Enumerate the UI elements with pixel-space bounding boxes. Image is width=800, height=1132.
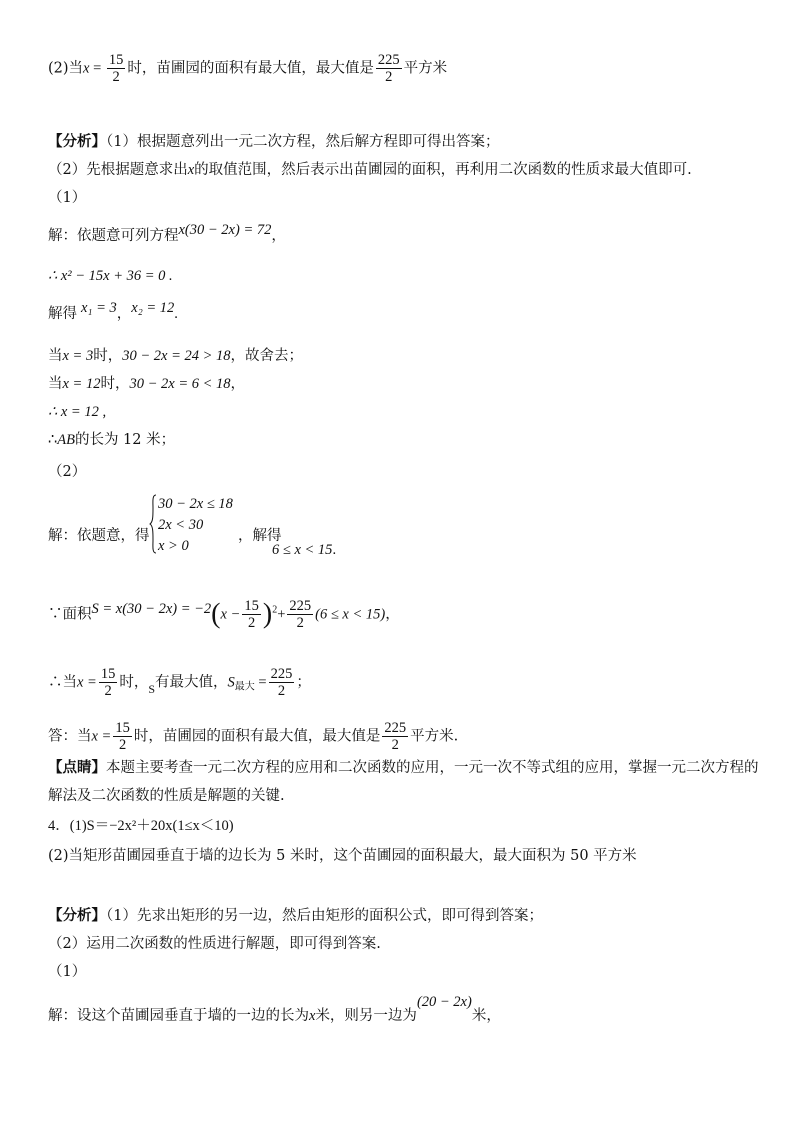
area-formula-line [48,598,400,631]
var-x: x [83,60,90,77]
analysis-tag: 【分析】 [48,907,106,924]
equation: x = 12 [62,376,101,392]
text: 解：依题意可列方程 [48,228,179,244]
text: ∴ [48,432,58,448]
text: ， [230,376,246,392]
text: （1）先求出矩形的另一边，然后由矩形的面积公式，即可得到答案； [106,908,543,924]
var-s: S [148,681,156,696]
fraction [99,666,118,699]
quadratic-line [48,266,173,286]
fraction [382,720,408,753]
text: 的取值范围，然后表示出苗圃园的面积，再利用二次函数的性质求最大值即可. [194,162,692,178]
text: 时，苗圃园的面积有最大值，最大值是 [127,60,374,77]
numerator: 225 [270,666,293,682]
solution-equation-line [48,222,286,246]
q4-line-1 [48,816,234,836]
case-1-line [48,346,303,366]
text: + [277,606,286,623]
text: 平方米. [410,728,459,745]
denominator: 2 [104,683,112,699]
text: 答：当 [48,728,92,745]
text: 解得 [48,306,77,322]
equation: ∴ x = 12 , [48,404,107,420]
numerator: 15 [115,720,130,736]
root-1: x₁ = 3 [81,300,117,316]
text: 解：设这个苗圃园垂直于墙的一边的长为 [48,1008,309,1024]
answer-line-2 [48,52,447,85]
denominator: 2 [385,69,393,85]
text: = [254,674,267,691]
text: ； [296,674,311,691]
expression: (20 − 2x) [416,994,472,1010]
part-2-label [48,462,86,482]
denominator: 2 [277,683,286,699]
denominator: 2 [391,737,399,753]
fraction [287,598,313,631]
conclusion-x-line [48,402,106,422]
inequality: 30 − 2x = 24 > 18 [122,348,231,364]
text: 时， [93,348,123,364]
text: ，故舍去； [230,348,304,364]
text: 时，苗圃园的面积有最大值，最大值是 [133,728,381,745]
inequality: 30 − 2x ≤ 18 [158,496,233,512]
segment-ab: AB [57,432,75,448]
part-1-label [48,188,86,208]
text: （1） [48,190,87,206]
denominator: 2 [247,615,256,631]
text: ，解得 [238,528,282,544]
comment-tag: 【点睛】 [48,759,106,776]
text: （1） [48,964,87,980]
conclusion-ab-line [48,430,175,450]
numerator: 15 [244,598,259,614]
text: (2)当矩形苗圃园垂直于墙的边长为 5 米时，这个苗圃园的面积最大，最大面积为 50 平方米 [48,848,637,864]
equation: x = [77,674,97,691]
system-row-1 [158,494,233,514]
text: 解：依题意，得 [48,528,150,544]
exponent: 2 [272,604,278,616]
root-2: x₂ = 12 [131,300,175,316]
fraction [376,52,402,85]
text: （1）根据题意列出一元二次方程，然后解方程即可得出答案； [106,134,500,150]
var-x: x [187,162,195,178]
text: = [89,60,105,77]
comment-line-2 [48,786,285,806]
fraction [269,666,295,699]
text: 平方米 [403,60,448,77]
q4-line-2 [48,846,637,866]
inequality: 30 − 2x = 6 < 18 [129,376,231,392]
part-1b-label [48,962,86,982]
max-line [48,666,311,699]
fraction [107,52,126,85]
var-s-max: S [227,674,235,691]
text: （2）运用二次函数的性质进行解题，即可得到答案. [48,936,381,952]
text: 当 [48,348,63,364]
text: 米，则另一边为 [315,1008,417,1024]
text: 当 [48,376,63,392]
text: ， [271,228,286,244]
roots-line [48,300,178,324]
denominator: 2 [118,737,127,753]
comment-line-1 [48,758,759,778]
inequality: 2x < 30 [158,517,204,533]
text: ∵面积 [48,606,92,623]
system-row-3 [158,536,189,556]
analysis-line-2 [48,160,692,180]
text: 时， [100,376,130,392]
text: 时， [119,674,149,691]
numerator: 225 [377,52,400,68]
system-line [48,526,150,546]
numerator: 225 [384,720,407,736]
text: 米， [471,1008,501,1024]
text: 的长为 12 米； [74,432,176,448]
text: 本题主要考查一元二次方程的应用和二次函数的应用，一元一次不等式组的应用，掌握一元二次方程的 [106,760,759,776]
text: ， [116,306,132,322]
inequality: 6 ≤ x < 15 [272,542,333,558]
denominator: 2 [112,69,120,85]
text: （2）先根据题意求出 [48,162,188,178]
text: . [332,542,337,558]
text: 有最大值， [155,674,228,691]
inequality: x > 0 [158,538,189,554]
numerator: 15 [100,666,116,682]
var-x: x [309,1008,316,1024]
text: 解法及二次函数的性质是解题的关键. [48,788,285,804]
equation: x = [91,728,112,745]
analysis2-line-1 [48,906,543,926]
equation: x − [220,606,241,623]
left-paren: ( [211,598,221,630]
text: 4．(1)S＝−2x²＋20x(1≤x＜10) [48,818,234,834]
domain: (6 ≤ x < 15) [315,606,386,623]
system-range [272,540,336,560]
equation: x = 3 [62,348,94,364]
fraction [113,720,132,753]
text: ∴当 [48,674,77,691]
answer-line [48,720,458,753]
text: ， [385,606,400,623]
equation: x(30 − 2x) = 72 [178,222,272,238]
analysis2-line-2 [48,934,381,954]
equation: ∴ x² − 15x + 36 = 0 . [48,268,173,284]
text: （2） [48,464,87,480]
analysis-tag: 【分析】 [48,133,106,150]
right-paren: ) [262,598,273,630]
subscript: 最大 [234,681,255,693]
brace-icon [149,494,157,554]
last-line [48,994,501,1026]
equation: S = x(30 − 2x) = −2 [91,600,212,617]
fraction [242,598,261,631]
analysis-line-1 [48,132,499,152]
numerator: 15 [108,52,124,68]
denominator: 2 [296,615,304,631]
text: . [174,306,178,322]
text: (2)当 [48,60,84,77]
case-2-line [48,374,245,394]
system-row-2 [158,515,203,535]
numerator: 225 [289,598,312,614]
